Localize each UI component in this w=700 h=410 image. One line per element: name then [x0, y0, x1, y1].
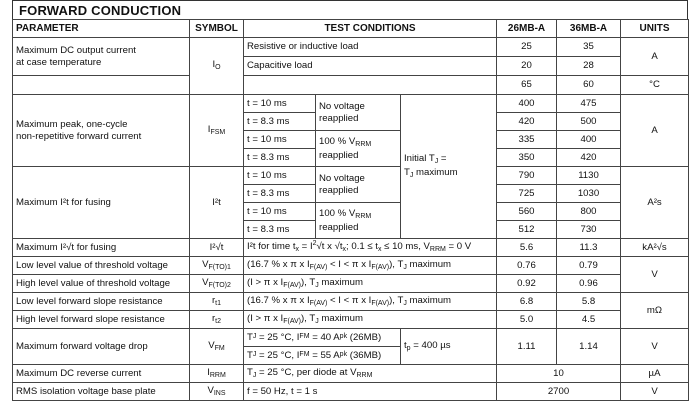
cond-t: t = 10 ms [244, 131, 316, 149]
table-row [13, 329, 689, 365]
value-cell: 0.96 [557, 275, 621, 293]
symbol-vfto1: $V_{F(TO)1}$ [190, 257, 244, 275]
value-cell: 500 [557, 113, 621, 131]
value-cell: 725 [497, 185, 557, 203]
header-test-conditions: TEST CONDITIONS [244, 20, 497, 38]
cond-i2rt: I²t for time $t_x = I^2√t$ x $√t_x$; $0.1 \le t_x \le 10$ ms, $V_{RRM} = 0$ V [244, 239, 497, 257]
cond-vfm-26mb: T J = 25 °C, I FM = 40 A pk (26MB) [244, 329, 400, 347]
table-row [13, 257, 689, 275]
unit-rt: mΩ [621, 293, 689, 329]
value-cell: 1130 [557, 167, 621, 185]
value-cell: 4.5 [557, 311, 621, 329]
table-row [13, 365, 689, 383]
unit-irrm: µA [621, 365, 689, 383]
table-row [13, 293, 689, 311]
cond-vfm-36mb: T J = 25 °C, I FM = 55 A pk (36MB) [247, 349, 382, 361]
value-cell: 400 [497, 95, 557, 113]
value-cell: 5.8 [557, 293, 621, 311]
value-cell: 790 [497, 167, 557, 185]
unit-vins: V [621, 383, 689, 401]
table-row [13, 311, 689, 329]
value-cell: 5.0 [497, 311, 557, 329]
cond-io-temp [244, 76, 497, 95]
cond-vfto1: (16.7 % x π x $I_{F(AV)} < I < \pi$ x $I_{F(AV)}$), $T_J$ maximum [244, 257, 497, 275]
cond-no-voltage: No voltage reapplied [316, 167, 401, 203]
param-rt1: Low level forward slope resistance [13, 293, 190, 311]
forward-conduction-section [12, 0, 688, 401]
cond-vfto2: (I > π x $I_{F(AV)}$), $T_J$ maximum [244, 275, 497, 293]
header-26mb-a: 26MB-A [497, 20, 557, 38]
symbol-vfm: $V_{FM}$ [190, 329, 244, 365]
table-row [13, 167, 689, 185]
table-row [13, 76, 689, 95]
value-cell: 25 [497, 38, 557, 57]
value-cell: 475 [557, 95, 621, 113]
cond-rt2: (I > π x $I_{F(AV)}$), $T_J$ maximum [244, 311, 497, 329]
value-cell: 5.6 [497, 239, 557, 257]
value-cell: 420 [557, 149, 621, 167]
cond-t: t = 10 ms [244, 203, 316, 221]
value-cell: 65 [497, 76, 557, 95]
cond-io-resistive: Resistive or inductive load [244, 38, 497, 57]
cond-vfm [244, 329, 401, 365]
symbol-vfto2: $V_{F(TO)2}$ [190, 275, 244, 293]
param-irrm: Maximum DC reverse current [13, 365, 190, 383]
value-cell: 60 [557, 76, 621, 95]
value-cell: 560 [497, 203, 557, 221]
value-cell: 28 [557, 57, 621, 76]
value-cell: 350 [497, 149, 557, 167]
cond-no-voltage: No voltage reapplied [316, 95, 401, 131]
param-rt2: High level forward slope resistance [13, 311, 190, 329]
value-cell: 800 [557, 203, 621, 221]
value-cell: 512 [497, 221, 557, 239]
cond-t: t = 10 ms [244, 167, 316, 185]
cond-t: t = 8.3 ms [244, 185, 316, 203]
cond-t: t = 8.3 ms [244, 149, 316, 167]
table-row [13, 383, 689, 401]
unit-i2rt: kA²√s [621, 239, 689, 257]
symbol-io: $I_O$ [190, 38, 244, 95]
value-cell: 0.76 [497, 257, 557, 275]
value-cell: 730 [557, 221, 621, 239]
unit-io-c: °C [621, 76, 689, 95]
param-i2rt: Maximum I²√t for fusing [13, 239, 190, 257]
symbol-rt1: $r_{t1}$ [190, 293, 244, 311]
symbol-i2rt: I²√t [190, 239, 244, 257]
cond-t: t = 10 ms [244, 95, 316, 113]
table-row [13, 38, 689, 57]
unit-ifsm: A [621, 95, 689, 167]
value-cell: 420 [497, 113, 557, 131]
value-cell: 2700 [497, 383, 621, 401]
param-io-temp [13, 76, 190, 95]
cond-io-capacitive: Capacitive load [244, 57, 497, 76]
unit-vfm: V [621, 329, 689, 365]
cond-vins: f = 50 Hz, t = 1 s [244, 383, 497, 401]
symbol-vins: $V_{INS}$ [190, 383, 244, 401]
forward-conduction-table [12, 19, 689, 401]
value-cell: 6.8 [497, 293, 557, 311]
value-cell: 0.79 [557, 257, 621, 275]
param-vfm: Maximum forward voltage drop [13, 329, 190, 365]
value-cell: 10 [497, 365, 621, 383]
cond-irrm: $T_J = 25$ °C, per diode at $V_{RRM}$ [244, 365, 497, 383]
value-cell: 400 [557, 131, 621, 149]
value-cell: 0.92 [497, 275, 557, 293]
symbol-rt2: $r_{t2}$ [190, 311, 244, 329]
table-row [13, 95, 689, 113]
param-vfto1: Low level value of threshold voltage [13, 257, 190, 275]
param-i2t: Maximum I²t for fusing [13, 167, 190, 239]
param-vfto2: High level value of threshold voltage [13, 275, 190, 293]
table-row [13, 239, 689, 257]
cond-vrrm: 100 % $V_{RRM}$ reapplied [316, 131, 401, 167]
cond-t: t = 8.3 ms [244, 113, 316, 131]
cond-t: t = 8.3 ms [244, 221, 316, 239]
symbol-ifsm: $I_{FSM}$ [190, 95, 244, 167]
symbol-irrm: $I_{RRM}$ [190, 365, 244, 383]
unit-io-a: A [621, 38, 689, 76]
header-symbol: SYMBOL [190, 20, 244, 38]
value-cell: 20 [497, 57, 557, 76]
value-cell: 335 [497, 131, 557, 149]
symbol-i2t: I²t [190, 167, 244, 239]
section-title: FORWARD CONDUCTION [19, 2, 182, 18]
cond-vrrm: 100 % $V_{RRM}$ reapplied [316, 203, 401, 239]
header-36mb-a: 36MB-A [557, 20, 621, 38]
section-title-bar [12, 0, 688, 19]
param-ifsm: Maximum peak, one-cycle non-repetitive forward current [13, 95, 190, 167]
header-units: UNITS [621, 20, 689, 38]
value-cell: 11.3 [557, 239, 621, 257]
value-cell: 1.11 [497, 329, 557, 365]
header-parameter: PARAMETER [13, 20, 190, 38]
value-cell: 1030 [557, 185, 621, 203]
value-cell: 1.14 [557, 329, 621, 365]
cond-rt1: (16.7 % x π x $I_{F(AV)} < I < \pi$ x $I_{F(AV)}$), $T_J$ maximum [244, 293, 497, 311]
cond-initial-tj: Initial $T_J$ = $T_J$ maximum [401, 95, 497, 239]
header-row [13, 20, 689, 38]
param-io: Maximum DC output current at case temperature [13, 38, 190, 76]
value-cell: 35 [557, 38, 621, 57]
unit-i2t: A²s [621, 167, 689, 239]
unit-vfto: V [621, 257, 689, 293]
cond-vfm-tp: $t_p = 400$ µs [401, 329, 497, 365]
table-row [13, 275, 689, 293]
param-vins: RMS isolation voltage base plate [13, 383, 190, 401]
